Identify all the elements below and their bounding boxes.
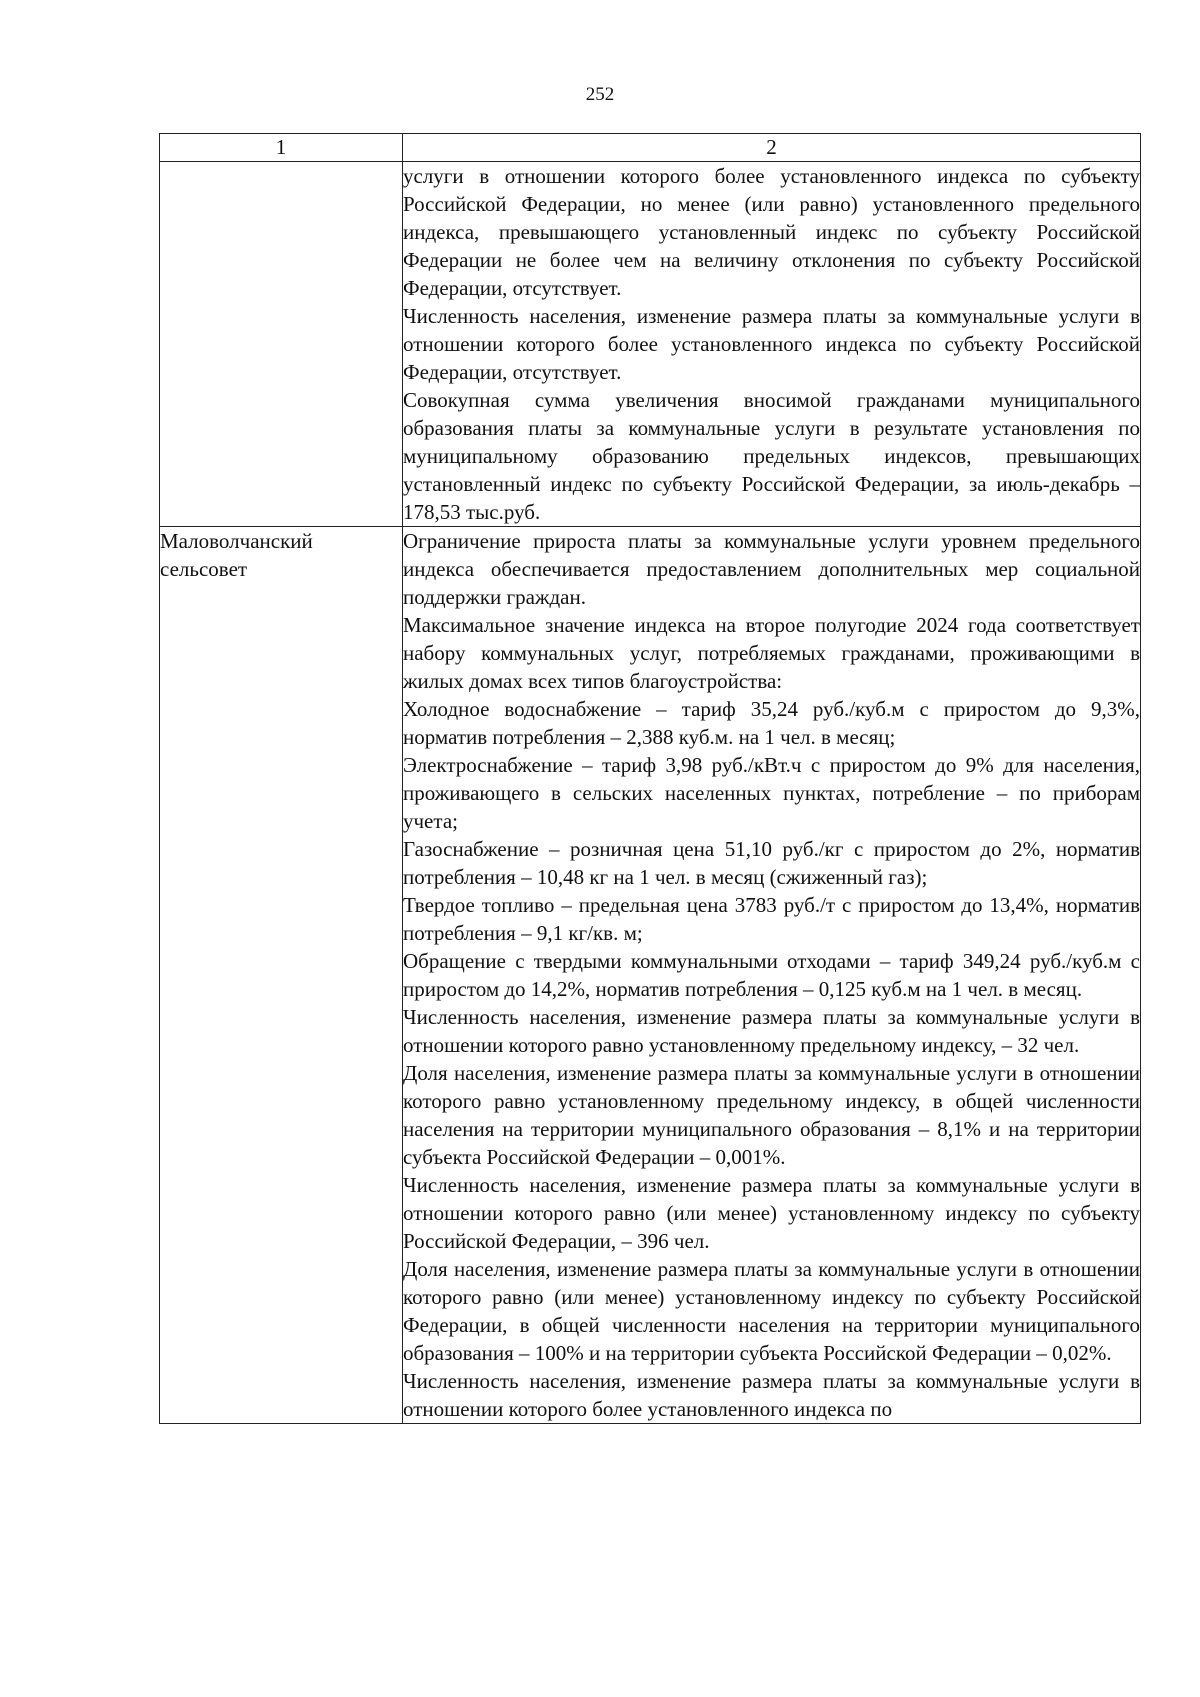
description-cell [403,162,1141,527]
table-row [160,527,1141,1424]
page-number: 252 [585,84,615,105]
paragraph: Максимальное значение индекса на второе полугодие 2024 года соответствует набору коммунальных услуг, потребляемых гражданами, проживающими в жилых домах всех типов благоустройства: [403,613,1140,693]
paragraph: Электроснабжение – тариф 3,98 руб./кВт.ч с приростом до 9% для населения, проживающего в сельских населенных пунктах, потребление – по приборам учета; [403,753,1140,833]
paragraph: Холодное водоснабжение – тариф 35,24 руб./куб.м с приростом до 9,3%, норматив потребления – 2,388 куб.м. на 1 чел. в месяц; [403,697,1140,749]
paragraph: Численность населения, изменение размера платы за коммунальные услуги в отношении которого более установленного индекса по субъекту Российской Федерации, отсутствует. [403,304,1140,384]
description-cell [403,527,1141,1424]
paragraph: Доля населения, изменение размера платы за коммунальные услуги в отношении которого равно (или менее) установленному индексу по субъекту Российской Федерации, в общей численности населения на территории муниципального образования – 100% и на территории субъекта Российской Федерации – 0,02%. [403,1257,1140,1365]
paragraph: Ограничение прироста платы за коммунальные услуги уровнем предельного индекса обеспечивается предоставлением дополнительных мер социальной поддержки граждан. [403,529,1140,609]
paragraph: Совокупная сумма увеличения вносимой гражданами муниципального образования платы за коммунальные услуги в результате установления по муниципальному образованию предельных индексов, превышающих установленный индекс по субъекту Российской Федерации, за июль-декабрь – 178,53 тыс.руб. [403,388,1140,524]
paragraph: Доля населения, изменение размера платы за коммунальные услуги в отношении которого равно установленному предельному индексу, в общей численности населения на территории муниципального образования – 8,1% и на территории субъекта Российской Федерации – 0,001%. [403,1061,1140,1169]
paragraph: Твердое топливо – предельная цена 3783 руб./т с приростом до 13,4%, норматив потребления – 9,1 кг/кв. м; [403,893,1140,945]
paragraph: Обращение с твердыми коммунальными отходами – тариф 349,24 руб./куб.м с приростом до 14,2%, норматив потребления – 0,125 куб.м на 1 чел. в месяц. [403,949,1140,1001]
paragraph: Численность населения, изменение размера платы за коммунальные услуги в отношении которого более установленного индекса по [403,1369,1140,1421]
document-table [159,133,1141,1424]
paragraph: Численность населения, изменение размера платы за коммунальные услуги в отношении которого равно (или менее) установленному индексу по субъекту Российской Федерации, – 396 чел. [403,1173,1140,1253]
municipality-name-cell [160,162,403,527]
paragraph: Численность населения, изменение размера платы за коммунальные услуги в отношении которого равно установленному предельному индексу, – 32 чел. [403,1005,1140,1057]
municipality-name-cell: Маловолчанский сельсовет [160,527,403,1424]
column-header-2: 2 [403,134,1141,162]
paragraph: услуги в отношении которого более установленного индекса по субъекту Российской Федерации, но менее (или равно) установленного предельного индекса, превышающего установленный индекс по субъекту Российской Федерации не более чем на величину отклонения по субъекту Российской Федерации, отсутствует. [403,164,1140,300]
table-header-row [160,134,1141,162]
table-row [160,162,1141,527]
column-header-1: 1 [160,134,403,162]
paragraph: Газоснабжение – розничная цена 51,10 руб./кг с приростом до 2%, норматив потребления – 10,48 кг на 1 чел. в месяц (сжиженный газ); [403,837,1140,889]
